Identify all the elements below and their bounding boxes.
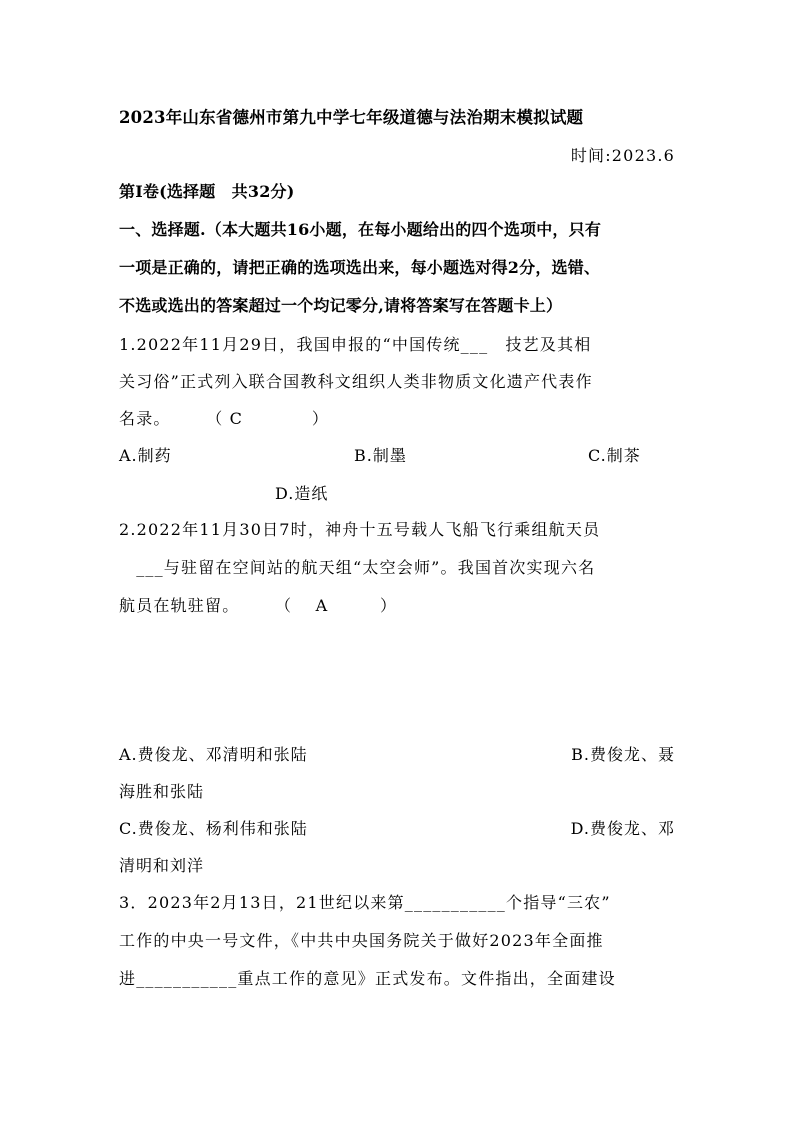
question-1-options-row-2 <box>119 484 675 506</box>
exam-page <box>119 0 675 1123</box>
question-1-option-c: C.制茶 <box>588 446 641 465</box>
question-2-options-row-2 <box>119 782 675 804</box>
question-2-option-d: D.费俊龙、邓 <box>570 819 675 838</box>
question-2-option-d-cont: 清明和刘洋 <box>119 856 205 875</box>
question-1-line-3: 名录。 （ C ） <box>119 409 330 428</box>
question-2-line-3: 航员在轨驻留。 （ A ） <box>119 596 398 615</box>
question-1-option-d: D.造纸 <box>275 484 329 503</box>
question-2-option-c: C.费俊龙、杨利伟和张陆 <box>119 819 308 838</box>
question-2-line-1: 2.2022年11月30日7时，神舟十五号载人飞船飞行乘组航天员 <box>119 520 601 539</box>
question-1-option-b: B.制墨 <box>354 446 407 465</box>
question-2-options-row-3 <box>119 819 675 841</box>
question-1-line-2: 关习俗”正式列入联合国教科文组织人类非物质文化遗产代表作 <box>119 372 593 391</box>
document-title: 2023年山东省德州市第九中学七年级道德与法治期末模拟试题 <box>119 108 584 127</box>
question-1-options-row <box>119 446 675 468</box>
question-3-line-1: 3．2023年2月13日，21世纪以来第___________个指导“三农” <box>119 893 611 912</box>
question-1-line-1: 1.2022年11月29日，我国申报的“中国传统___ 技艺及其相 <box>119 335 592 354</box>
question-2-option-b-cont: 海胜和张陆 <box>119 782 205 801</box>
section-heading: 第Ⅰ卷(选择题 共32分) <box>119 182 295 201</box>
question-3-line-2: 工作的中央一号文件，《中共中央国务院关于做好2023年全面推 <box>119 931 604 950</box>
question-3-line-3: 进___________重点工作的意见》正式发布。文件指出，全面建设 <box>119 969 616 988</box>
question-2-option-b: B.费俊龙、聂 <box>571 745 675 764</box>
question-2-options-row-1 <box>119 745 675 767</box>
instructions-line-2: 一项是正确的，请把正确的选项选出来，每小题选对得2分，选错、 <box>119 258 601 277</box>
instructions-line-3: 不选或选出的答案超过一个均记零分,请将答案写在答题卡上） <box>119 296 563 315</box>
question-2-line-2: ___与驻留在空间站的航天组“太空会师”。我国首次实现六名 <box>119 558 596 577</box>
question-1-option-a: A.制药 <box>119 446 172 465</box>
exam-time: 时间:2023.6 <box>570 146 675 165</box>
question-2-options-row-4 <box>119 856 675 878</box>
instructions-line-1: 一、选择题.（本大题共16小题，在每小题给出的四个选项中，只有 <box>119 220 602 239</box>
question-2-option-a: A.费俊龙、邓清明和张陆 <box>119 745 308 764</box>
